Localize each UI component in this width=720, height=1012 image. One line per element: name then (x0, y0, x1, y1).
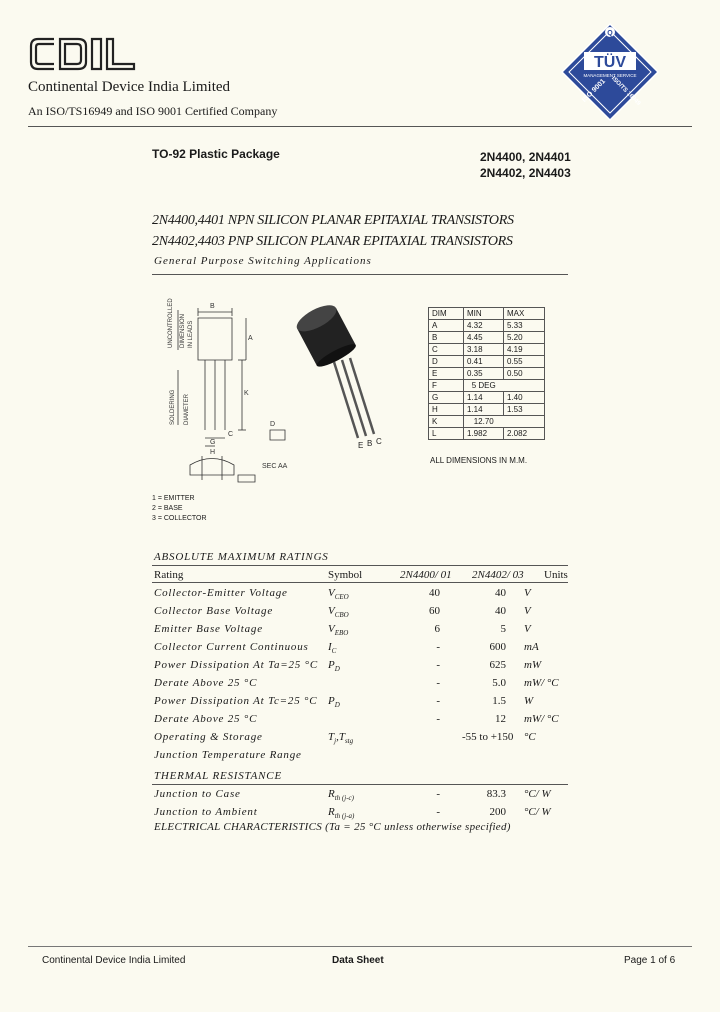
thermal-row-symbol: $R_{th (j-a)}$ (328, 806, 355, 821)
rating-row-label: Derate Above 25 °C (154, 713, 258, 725)
dimension-row (429, 332, 545, 344)
rating-row-symbol: $V_{EBO}$ (328, 623, 349, 638)
dimension-cell: 1.982 (464, 428, 504, 440)
ratings-header-col1: 2N4400/ 01 (400, 569, 452, 581)
rating-row-value-2: 40 (495, 587, 506, 599)
rating-row-unit: °C (524, 731, 536, 743)
svg-text:Q: Q (607, 30, 613, 37)
dimension-cell: 12.70 (464, 416, 504, 428)
rating-row-value-1: - (436, 695, 440, 707)
electrical-title: ELECTRICAL CHARACTERISTICS (Ta = 25 °C unless otherwise specified) (154, 821, 511, 833)
dimension-cell: B (429, 332, 464, 344)
drawing-side-note: DIMENSION (180, 313, 186, 348)
dimension-cell: MIN (464, 308, 504, 320)
pin-label-b: B (367, 439, 373, 448)
svg-text:MANAGEMENT SERVICE: MANAGEMENT SERVICE (583, 73, 637, 78)
package-title: TO-92 Plastic Package (152, 147, 280, 161)
rating-row-symbol: $T_j,T_{stg}$ (328, 731, 354, 746)
svg-text:TÜV: TÜV (594, 54, 626, 71)
pin-label-c: C (376, 437, 382, 446)
dimension-cell (504, 416, 545, 428)
rating-row-value-1: - (436, 677, 440, 689)
dimension-row (429, 344, 545, 356)
dimension-row (429, 320, 545, 332)
dimension-cell: 5 DEG (464, 380, 504, 392)
dimension-cell: H (429, 404, 464, 416)
dimension-letter-k: K (244, 390, 249, 397)
dimension-cell: 5.20 (504, 332, 545, 344)
ratings-header-rating: Rating (154, 569, 184, 581)
dimension-cell: 4.32 (464, 320, 504, 332)
pin-legend-emitter: 1 = EMITTER (152, 495, 195, 502)
dimension-row (429, 404, 545, 416)
dimension-cell: 1.14 (464, 392, 504, 404)
dimension-row (429, 368, 545, 380)
ratings-title: ABSOLUTE MAXIMUM RATINGS (154, 551, 329, 563)
dimension-cell: DIM (429, 308, 464, 320)
rating-row-unit: mW (524, 659, 542, 671)
thermal-row-value-1: - (436, 806, 440, 818)
rating-row-value-2: 5 (500, 623, 506, 635)
description-divider (152, 274, 568, 275)
thermal-row-unit: °C/ W (524, 788, 551, 800)
part-numbers-line-2: 2N4402, 2N4403 (480, 166, 571, 180)
drawing-side-note: DIAMETER (184, 393, 190, 425)
rating-row-value-2: 12 (495, 713, 506, 725)
dimension-cell (504, 380, 545, 392)
dimension-cell: 2.082 (504, 428, 545, 440)
rating-row-value-2: 625 (489, 659, 506, 671)
tuv-certification-badge (560, 22, 660, 122)
ratings-divider-top (152, 565, 568, 566)
dimension-cell: 4.45 (464, 332, 504, 344)
ratings-divider-header (152, 582, 568, 583)
rating-row-label: Power Dissipation At Ta=25 °C (154, 659, 318, 671)
dimension-cell: G (429, 392, 464, 404)
rating-row-value-1: - (436, 659, 440, 671)
thermal-divider (152, 784, 568, 785)
footer-doc-type: Data Sheet (332, 955, 384, 966)
dimension-letter-g: G (210, 439, 216, 446)
rating-row-symbol: $V_{CBO}$ (328, 605, 349, 620)
ratings-header-symbol: Symbol (328, 569, 363, 581)
svg-text:SEC AA: SEC AA (262, 463, 288, 470)
thermal-title: THERMAL RESISTANCE (154, 770, 282, 782)
description-npn: 2N4400,4401 NPN SILICON PLANAR EPITAXIAL TRANSISTORS (152, 213, 514, 228)
dimension-cell: 1.14 (464, 404, 504, 416)
dimension-cell: 4.19 (504, 344, 545, 356)
dimension-cell: D (429, 356, 464, 368)
footer-page-number: Page 1 of 6 (624, 955, 676, 966)
rating-row-value-2: 600 (489, 641, 506, 653)
dimension-cell: 0.35 (464, 368, 504, 380)
footer-divider (28, 946, 692, 947)
rating-row-label: Emitter Base Voltage (154, 623, 263, 635)
dimension-row (429, 392, 545, 404)
transistor-3d-illustration (290, 300, 400, 450)
dimension-cell: 0.41 (464, 356, 504, 368)
rating-row-symbol: $I_C$ (328, 641, 337, 656)
thermal-row-label: Junction to Ambient (154, 806, 258, 818)
dimension-letter-c: C (228, 431, 234, 438)
application-line: General Purpose Switching Applications (154, 255, 372, 267)
rating-row-label: Collector Current Continuous (154, 641, 309, 653)
drawing-side-note: UNCONTROLLED (168, 298, 174, 348)
rating-row-value-2: 40 (495, 605, 506, 617)
rating-row-value-1: - (436, 641, 440, 653)
dimension-cell: 1.40 (504, 392, 545, 404)
rating-row-value-2: 1.5 (492, 695, 506, 707)
rating-row-value-2: 5.0 (492, 677, 506, 689)
drawing-side-note: SOLDERING (170, 389, 176, 425)
rating-row-label: Derate Above 25 °C (154, 677, 258, 689)
dimension-cell: F (429, 380, 464, 392)
rating-row-unit: mA (524, 641, 539, 653)
thermal-row-value-2: 83.3 (486, 788, 506, 800)
dimension-letter-a: A (248, 335, 253, 342)
dimension-cell: 0.50 (504, 368, 545, 380)
dimension-cell: K (429, 416, 464, 428)
rating-row-unit: V (524, 623, 531, 635)
rating-row-label: Junction Temperature Range (154, 749, 302, 761)
dimension-row (429, 356, 545, 368)
dimension-cell: C (429, 344, 464, 356)
package-outline-drawing (150, 290, 290, 500)
rating-row-value-1: 60 (429, 605, 440, 617)
drawing-side-note: IN LEADS (188, 320, 194, 348)
thermal-row-symbol: $R_{th (j-c)}$ (328, 788, 354, 803)
rating-row-label: Collector-Emitter Voltage (154, 587, 288, 599)
header-divider (28, 126, 692, 127)
dimension-cell: 1.53 (504, 404, 545, 416)
certification-line: An ISO/TS16949 and ISO 9001 Certified Company (28, 104, 278, 118)
part-numbers-line-1: 2N4400, 2N4401 (480, 150, 571, 164)
dimension-cell: E (429, 368, 464, 380)
pin-label-e: E (358, 441, 364, 450)
footer-company: Continental Device India Limited (42, 955, 186, 966)
dimension-letter-b: B (210, 303, 215, 310)
dimension-note: ALL DIMENSIONS IN M.M. (430, 456, 528, 465)
dimension-row (429, 380, 545, 392)
rating-row-unit: W (524, 695, 534, 707)
rating-row-label: Operating & Storage (154, 731, 263, 743)
rating-row-symbol: $V_{CEO}$ (328, 587, 349, 602)
cdil-logo (28, 36, 138, 72)
pin-legend-collector: 3 = COLLECTOR (152, 515, 207, 522)
rating-row-symbol: $P_D$ (328, 659, 340, 674)
dimension-header-row (429, 308, 545, 320)
thermal-row-value-2: 200 (489, 806, 506, 818)
svg-text:ISO/TS 16949: ISO/TS 16949 (610, 75, 642, 107)
rating-row-symbol: $P_D$ (328, 695, 340, 710)
rating-row-value-1: 40 (429, 587, 440, 599)
dimension-cell: A (429, 320, 464, 332)
dimension-cell: 0.55 (504, 356, 545, 368)
thermal-row-label: Junction to Case (154, 788, 241, 800)
dimension-row (429, 428, 545, 440)
dimension-cell: L (429, 428, 464, 440)
dimension-letter-h: H (210, 449, 216, 456)
dimension-table (428, 307, 545, 440)
rating-row-label: Collector Base Voltage (154, 605, 274, 617)
dimension-letter-d: D (270, 421, 276, 428)
rating-row-unit: mW/ °C (524, 713, 559, 725)
svg-text:ISO 9001: ISO 9001 (581, 78, 607, 104)
company-name: Continental Device India Limited (28, 79, 231, 95)
dimension-cell: MAX (504, 308, 545, 320)
thermal-row-unit: °C/ W (524, 806, 551, 818)
ratings-header-units: Units (544, 569, 568, 581)
rating-row-label: Power Dissipation At Tc=25 °C (154, 695, 318, 707)
description-pnp: 2N4402,4403 PNP SILICON PLANAR EPITAXIAL TRANSISTORS (152, 234, 513, 249)
rating-row-value-2: -55 to +150 (462, 731, 514, 743)
rating-row-value-1: - (436, 713, 440, 725)
dimension-row (429, 416, 545, 428)
pin-legend-base: 2 = BASE (152, 505, 183, 512)
pin-legend (152, 494, 207, 524)
rating-row-value-1: 6 (434, 623, 440, 635)
dimension-cell: 5.33 (504, 320, 545, 332)
thermal-row-value-1: - (436, 788, 440, 800)
rating-row-unit: V (524, 605, 531, 617)
dimension-cell: 3.18 (464, 344, 504, 356)
rating-row-unit: V (524, 587, 531, 599)
ratings-header-col2: 2N4402/ 03 (472, 569, 524, 581)
rating-row-unit: mW/ °C (524, 677, 559, 689)
